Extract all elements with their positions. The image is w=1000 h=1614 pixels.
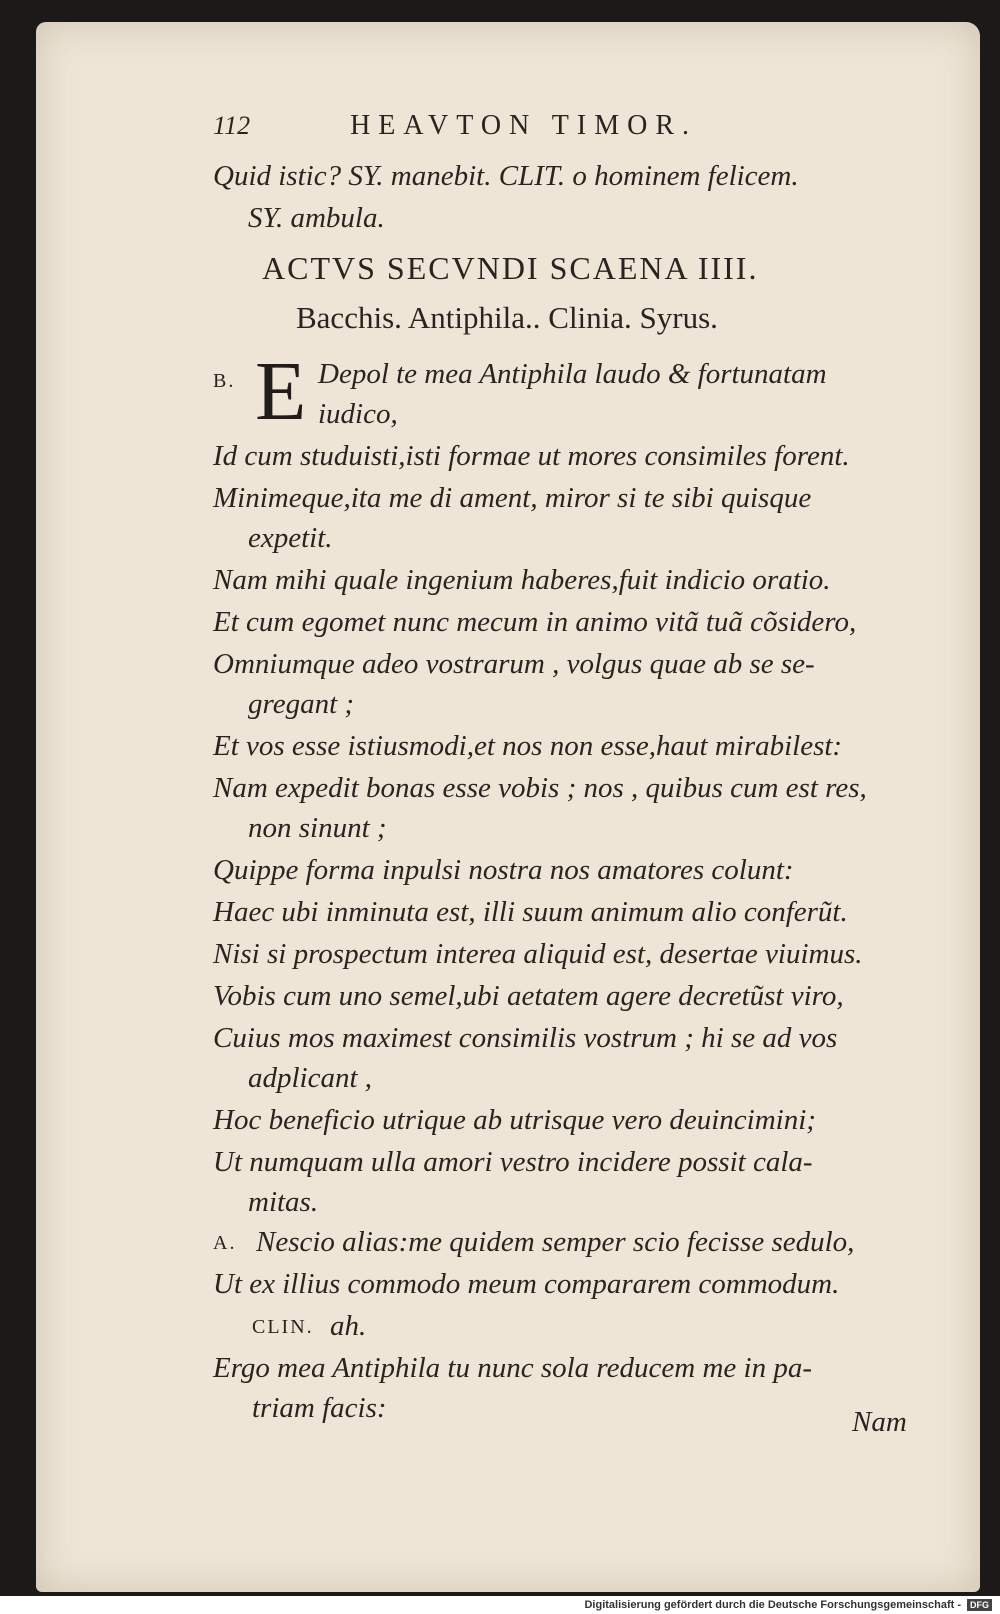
text-line: Haec ubi inminuta est, illi suum animum alio conferũt. xyxy=(213,896,848,928)
text-line: Ut ex illius commodo meum compararem commodum. xyxy=(213,1268,840,1300)
footer xyxy=(0,1596,1000,1614)
drop-cap: E xyxy=(255,345,307,438)
text-line: Et vos esse istiusmodi,et nos non esse,haut mirabilest: xyxy=(213,730,843,762)
running-head xyxy=(213,110,773,150)
text-line: Hoc beneficio utrique ab utrisque vero deuincimini; xyxy=(213,1104,816,1136)
text-line: mitas. xyxy=(248,1186,319,1218)
text-line: Ut numquam ulla amori vestro incidere possit cala- xyxy=(213,1146,813,1178)
dfg-logo: DFG xyxy=(967,1599,992,1611)
text-line: Nisi si prospectum interea aliquid est, desertae viuimus. xyxy=(213,938,863,970)
text-line: Ergo mea Antiphila tu nunc sola reducem me in pa- xyxy=(213,1352,812,1384)
text-line: triam facis: xyxy=(252,1392,387,1424)
funding-credit: Digitalisierung gefördert durch die Deutsche Forschungsgemeinschaft - xyxy=(584,1599,961,1611)
text-line: Et cum egomet nunc mecum in animo vitã tuã cõsidero, xyxy=(213,606,857,638)
text-line: Nam mihi quale ingenium haberes,fuit indicio oratio. xyxy=(213,564,831,596)
text-line: ah. xyxy=(330,1310,367,1342)
text-line: expetit. xyxy=(248,522,333,554)
text-line: Id cum studuisti,isti formae ut mores consimiles forent. xyxy=(213,440,850,472)
text-line: Nam expedit bonas esse vobis ; nos , quibus cum est res, xyxy=(213,772,867,804)
text-line: adplicant , xyxy=(248,1062,373,1094)
page-number: 112 xyxy=(213,111,251,140)
text-line: Cuius mos maximest consimilis vostrum ; hi se ad vos xyxy=(213,1022,838,1054)
text-line: Minimeque,ita me di ament, miror si te sibi quisque xyxy=(213,482,812,514)
speaker-label: CLIN. xyxy=(252,1316,314,1338)
text-line: gregant ; xyxy=(248,688,355,720)
text-line: iudico, xyxy=(318,398,398,430)
text-line: non sinunt ; xyxy=(248,812,387,844)
text-line: Vobis cum uno semel,ubi aetatem agere decretũst viro, xyxy=(213,980,844,1012)
text-line: Quid istic? SY. manebit. CLIT. o hominem felicem. xyxy=(213,160,799,192)
scene-heading: ACTVS SECVNDI SCAENA IIII. xyxy=(262,250,759,286)
text-line: Quippe forma inpulsi nostra nos amatores colunt: xyxy=(213,854,794,886)
text-line: SY. ambula. xyxy=(248,202,385,234)
text-line: Depol te mea Antiphila laudo & fortunatam xyxy=(318,358,827,390)
text-line: Nescio alias:me quidem semper scio fecisse sedulo, xyxy=(256,1226,855,1258)
running-title: HEAVTON TIMOR. xyxy=(350,110,697,141)
speaker-label: B. xyxy=(213,370,236,392)
speaker-label: A. xyxy=(213,1232,237,1254)
text-line: Omniumque adeo vostrarum , volgus quae ab se se- xyxy=(213,648,815,680)
catchword: Nam xyxy=(852,1406,907,1438)
scene-characters: Bacchis. Antiphila.. Clinia. Syrus. xyxy=(296,300,718,335)
